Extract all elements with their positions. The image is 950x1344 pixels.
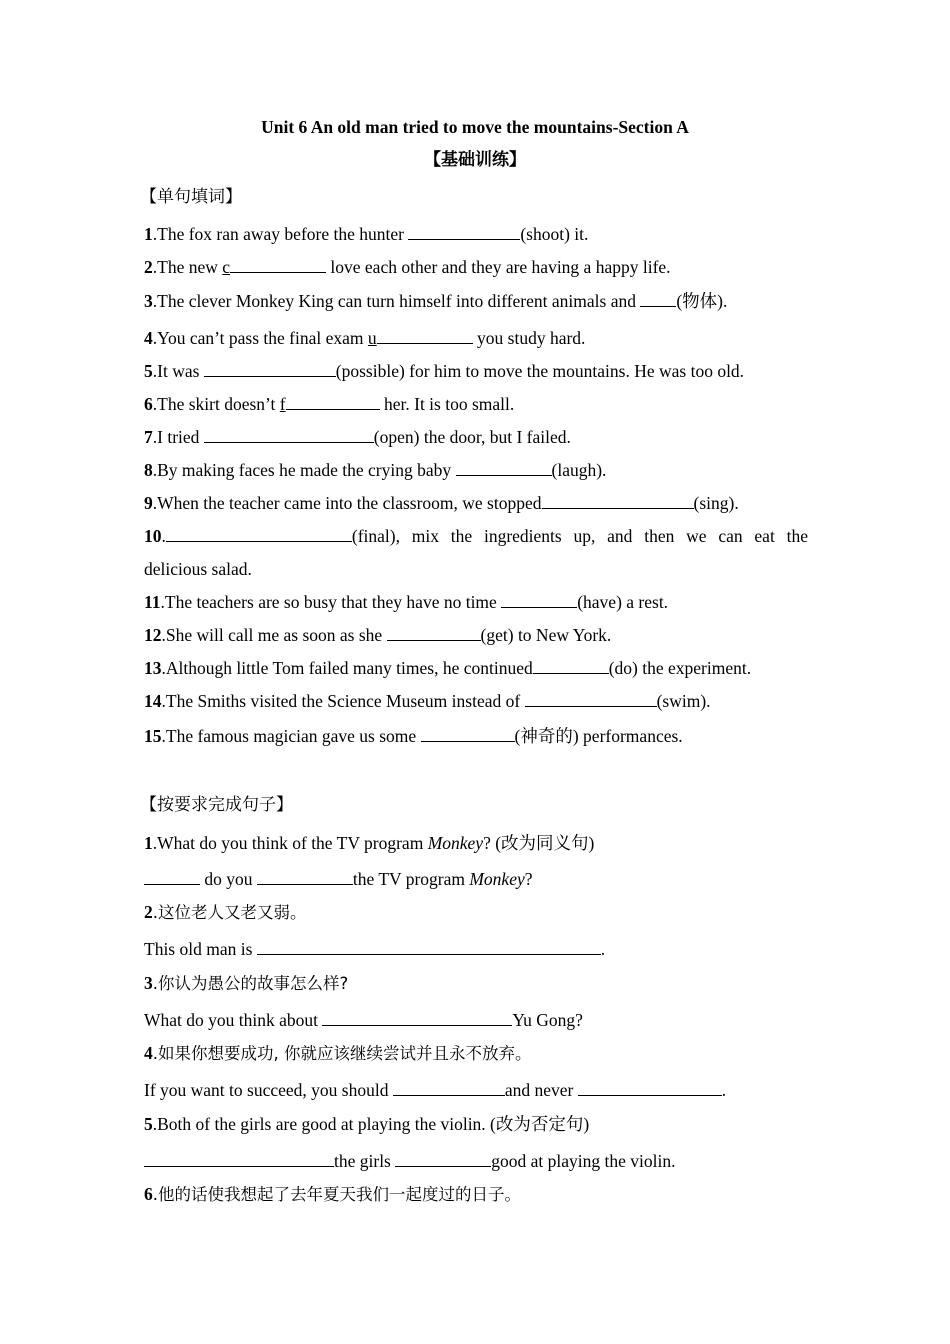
sentence-task-6: 6.他的话使我想起了去年夏天我们一起度过的日子。 xyxy=(144,1184,521,1204)
answer-blank[interactable] xyxy=(230,256,326,273)
sentence-task-2: 2.这位老人又老又弱。 xyxy=(144,902,307,922)
answer-blank[interactable] xyxy=(456,459,552,476)
answer-blank[interactable] xyxy=(377,327,473,344)
question-8: 8.By making faces he made the crying baby (laugh). xyxy=(144,460,607,480)
question-4: 4.You can’t pass the final exam u you study hard. xyxy=(144,328,586,348)
question-2: 2.The new c love each other and they are having a happy life. xyxy=(144,257,671,277)
answer-blank[interactable] xyxy=(640,290,676,307)
answer-blank[interactable] xyxy=(144,1150,334,1167)
question-14: 14.The Smiths visited the Science Museum instead of (swim). xyxy=(144,691,711,711)
page-title: Unit 6 An old man tried to move the mountains-Section A xyxy=(261,117,689,137)
sentence-task-4: 4.如果你想要成功, 你就应该继续尝试并且永不放弃。 xyxy=(144,1043,532,1063)
question-10: 10. (final), mix the ingredients up, and then we can eat the xyxy=(144,526,808,546)
question-10-continued: delicious salad. xyxy=(144,559,252,579)
question-3: 3.The clever Monkey King can turn himself into different animals and (物体). xyxy=(144,291,728,311)
sentence-task-1: 1.What do you think of the TV program Monkey? (改为同义句) xyxy=(144,833,595,853)
answer-blank[interactable] xyxy=(542,492,694,509)
sentence-task-3-answer: What do you think about Yu Gong? xyxy=(144,1010,583,1030)
answer-blank[interactable] xyxy=(533,657,609,674)
sentence-task-5-answer: the girls good at playing the violin. xyxy=(144,1150,675,1172)
question-12: 12.She will call me as soon as she (get) to New York. xyxy=(144,625,612,645)
answer-blank[interactable] xyxy=(257,938,601,955)
section-heading: 【基础训练】 xyxy=(424,150,526,170)
question-15: 15.The famous magician gave us some (神奇的) performances. xyxy=(144,726,683,746)
answer-blank[interactable] xyxy=(204,426,374,443)
answer-blank[interactable] xyxy=(387,624,481,641)
answer-blank[interactable] xyxy=(578,1079,722,1096)
question-11: 11.The teachers are so busy that they have no time (have) a rest. xyxy=(144,592,669,612)
question-13: 13.Although little Tom failed many times, he continued (do) the experiment. xyxy=(144,658,752,678)
sentence-task-2-answer: This old man is . xyxy=(144,939,606,959)
question-6: 6.The skirt doesn’t f her. It is too small. xyxy=(144,394,515,414)
answer-blank[interactable] xyxy=(501,591,577,608)
answer-blank[interactable] xyxy=(408,223,520,240)
question-7: 7.I tried (open) the door, but I failed. xyxy=(144,427,571,447)
sentence-task-1-answer: do you the TV program Monkey? xyxy=(144,868,533,890)
answer-blank[interactable] xyxy=(525,690,657,707)
answer-blank[interactable] xyxy=(322,1009,512,1026)
answer-blank[interactable] xyxy=(204,360,336,377)
answer-blank[interactable] xyxy=(395,1150,491,1167)
answer-blank[interactable] xyxy=(144,868,200,885)
answer-blank[interactable] xyxy=(393,1079,505,1096)
answer-blank[interactable] xyxy=(166,525,352,542)
answer-blank[interactable] xyxy=(286,393,380,410)
sentence-task-4-answer: If you want to succeed, you should and never . xyxy=(144,1080,727,1100)
part2-heading: 【按要求完成句子】 xyxy=(140,795,293,815)
sentence-task-3: 3.你认为愚公的故事怎么样? xyxy=(144,973,349,993)
part1-heading: 【单句填词】 xyxy=(140,187,242,207)
question-9: 9.When the teacher came into the classroom, we stopped (sing). xyxy=(144,493,739,513)
question-5: 5.It was (possible) for him to move the mountains. He was too old. xyxy=(144,361,745,381)
sentence-task-5: 5.Both of the girls are good at playing the violin. (改为否定句) xyxy=(144,1114,590,1134)
question-1: 1.The fox ran away before the hunter (shoot) it. xyxy=(144,224,589,244)
answer-blank[interactable] xyxy=(421,725,515,742)
answer-blank[interactable] xyxy=(257,868,353,885)
